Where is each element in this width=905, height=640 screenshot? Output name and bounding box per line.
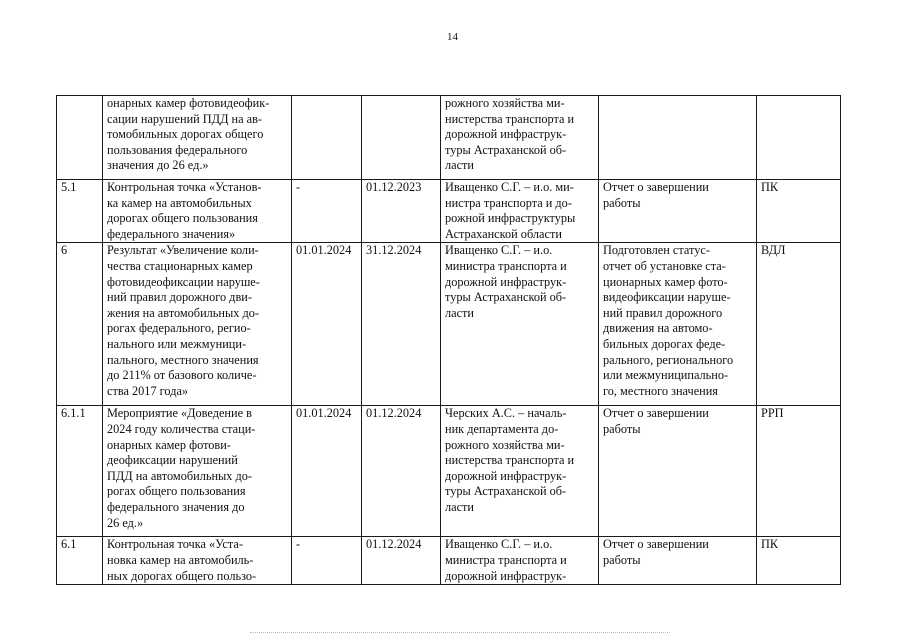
cell-line: чества стационарных камер: [107, 258, 253, 273]
start-date-cell: [292, 406, 362, 537]
cell-line: Контрольная точка «Уста-: [107, 537, 243, 552]
cell-line: нального или межмуници-: [107, 336, 247, 351]
result-cell: [599, 406, 757, 537]
end-date-cell: [362, 537, 441, 585]
cell-line: нистерства транспорта и: [445, 111, 575, 126]
cell-line: 01.12.2023: [366, 180, 422, 194]
responsible-cell: [441, 96, 599, 180]
cell-line: до 211% от базового количе-: [107, 368, 257, 383]
cell-line: ка камер на автомобильных: [107, 195, 252, 210]
start-date-cell: [292, 537, 362, 585]
cell-line: ПК: [761, 180, 779, 194]
item-name-cell: [103, 406, 292, 537]
cell-line: деофиксации нарушений: [107, 453, 238, 468]
cell-line: рогах федерального, регио-: [107, 321, 251, 336]
cell-line: рального, регионального: [603, 352, 734, 367]
row-number-cell: [57, 406, 103, 537]
item-name-cell: [103, 537, 292, 585]
cell-line: бильных дорогах феде-: [603, 336, 726, 351]
cell-line: туры Астраханской об-: [445, 290, 567, 305]
plan-table: [56, 95, 841, 585]
cell-line: Подготовлен статус-: [603, 243, 710, 258]
cell-line: -: [296, 537, 301, 552]
cell-line: Иващенко С.Г. – и.о.: [445, 537, 553, 552]
end-date-cell: [362, 96, 441, 180]
cell-line: ласти: [445, 499, 475, 514]
cell-line: Мероприятие «Доведение в: [107, 406, 252, 421]
cell-line: министра транспорта и: [445, 258, 567, 273]
cell-line: ласти: [445, 305, 475, 320]
result-cell: [599, 537, 757, 585]
cell-line: 5.1: [61, 180, 77, 194]
level-cell: [757, 96, 841, 180]
level-cell: [757, 406, 841, 537]
cell-line: 6.1.1: [61, 406, 86, 421]
cell-line: туры Астраханской об-: [445, 142, 567, 157]
row-number-cell: [57, 180, 103, 243]
cell-line: дорогах общего пользования: [107, 211, 258, 226]
cell-line: рогах общего пользования: [107, 484, 246, 499]
cell-line: дорожной инфраструк-: [445, 568, 567, 583]
responsible-cell: [441, 243, 599, 406]
table-row: [57, 537, 841, 585]
cell-line: томобильных дорогах общего: [107, 127, 264, 142]
cell-line: Иващенко С.Г. – и.о.: [445, 243, 553, 258]
cell-line: работы: [603, 552, 641, 567]
cell-line: Контрольная точка «Установ-: [107, 180, 262, 194]
cell-line: ний правил дорожного: [603, 305, 723, 320]
cell-line: новка камер на автомобиль-: [107, 552, 254, 567]
item-name-cell: [103, 243, 292, 406]
page-number: 14: [447, 31, 458, 43]
page-bottom-artifact: [250, 632, 670, 637]
cell-line: сации нарушений ПДД на ав-: [107, 111, 263, 126]
end-date-cell: [362, 243, 441, 406]
cell-line: го, местного значения: [603, 383, 718, 398]
cell-line: ционарных камер фото-: [603, 274, 728, 289]
cell-line: отчет об установке ста-: [603, 258, 726, 273]
cell-line: 01.12.2024: [366, 406, 422, 421]
cell-line: Отчет о завершении: [603, 406, 709, 421]
cell-line: Черских А.С. – началь-: [445, 406, 567, 421]
cell-line: пального, местного значения: [107, 352, 259, 367]
cell-line: рожного хозяйства ми-: [445, 96, 565, 110]
cell-line: ник департамента до-: [445, 421, 559, 436]
cell-line: ПДД на автомобильных до-: [107, 468, 253, 483]
cell-line: 01.01.2024: [296, 243, 352, 258]
start-date-cell: [292, 96, 362, 180]
cell-line: Иващенко С.Г. – и.о. ми-: [445, 180, 574, 194]
cell-line: Результат «Увеличение коли-: [107, 243, 259, 258]
cell-line: Астраханской области: [445, 226, 562, 241]
cell-line: ВДЛ: [761, 243, 786, 258]
item-name-cell: [103, 180, 292, 243]
start-date-cell: [292, 180, 362, 243]
end-date-cell: [362, 406, 441, 537]
cell-line: туры Астраханской об-: [445, 484, 567, 499]
cell-line: Отчет о завершении: [603, 180, 709, 194]
result-cell: [599, 180, 757, 243]
row-number-cell: [57, 243, 103, 406]
cell-line: значения до 26 ед.»: [107, 158, 209, 173]
table-row: [57, 243, 841, 406]
cell-line: 01.01.2024: [296, 406, 352, 421]
cell-line: -: [296, 180, 301, 194]
responsible-cell: [441, 180, 599, 243]
cell-line: ПК: [761, 537, 779, 552]
responsible-cell: [441, 537, 599, 585]
cell-line: или межмуниципально-: [603, 368, 729, 383]
result-cell: [599, 96, 757, 180]
cell-line: рожной инфраструктуры: [445, 211, 576, 226]
cell-line: 31.12.2024: [366, 243, 422, 258]
cell-line: онарных камер фотовидеофик-: [107, 96, 270, 110]
cell-line: работы: [603, 195, 641, 210]
cell-line: онарных камер фотови-: [107, 437, 231, 452]
cell-line: 01.12.2024: [366, 537, 422, 552]
cell-line: 26 ед.»: [107, 515, 144, 530]
row-number-cell: [57, 96, 103, 180]
cell-line: работы: [603, 421, 641, 436]
cell-line: федерального значения до: [107, 499, 245, 514]
cell-line: нистра транспорта и до-: [445, 195, 572, 210]
cell-line: 2024 году количества стаци-: [107, 421, 256, 436]
cell-line: нистерства транспорта и: [445, 453, 575, 468]
start-date-cell: [292, 243, 362, 406]
row-number-cell: [57, 537, 103, 585]
cell-line: пользования федерального: [107, 142, 248, 157]
level-cell: [757, 180, 841, 243]
cell-line: 6: [61, 243, 68, 258]
cell-line: рожного хозяйства ми-: [445, 437, 565, 452]
table-row: [57, 406, 841, 537]
cell-line: фотовидеофиксации наруше-: [107, 274, 260, 289]
cell-line: движения на автомо-: [603, 321, 713, 336]
cell-line: Отчет о завершении: [603, 537, 709, 552]
result-cell: [599, 243, 757, 406]
cell-line: ний правил дорожного дви-: [107, 290, 252, 305]
cell-line: ства 2017 года»: [107, 383, 189, 398]
cell-line: 6.1: [61, 537, 77, 552]
cell-line: РРП: [761, 406, 784, 421]
cell-line: видеофиксации наруше-: [603, 290, 731, 305]
end-date-cell: [362, 180, 441, 243]
level-cell: [757, 243, 841, 406]
cell-line: ных дорогах общего пользо-: [107, 568, 257, 583]
cell-line: дорожной инфраструк-: [445, 127, 567, 142]
table-row: [57, 180, 841, 243]
cell-line: дорожной инфраструк-: [445, 274, 567, 289]
cell-line: ласти: [445, 158, 475, 173]
responsible-cell: [441, 406, 599, 537]
level-cell: [757, 537, 841, 585]
cell-line: жения на автомобильных до-: [107, 305, 259, 320]
item-name-cell: [103, 96, 292, 180]
cell-line: федерального значения»: [107, 226, 236, 241]
cell-line: министра транспорта и: [445, 552, 567, 567]
table-row: [57, 96, 841, 180]
cell-line: дорожной инфраструк-: [445, 468, 567, 483]
